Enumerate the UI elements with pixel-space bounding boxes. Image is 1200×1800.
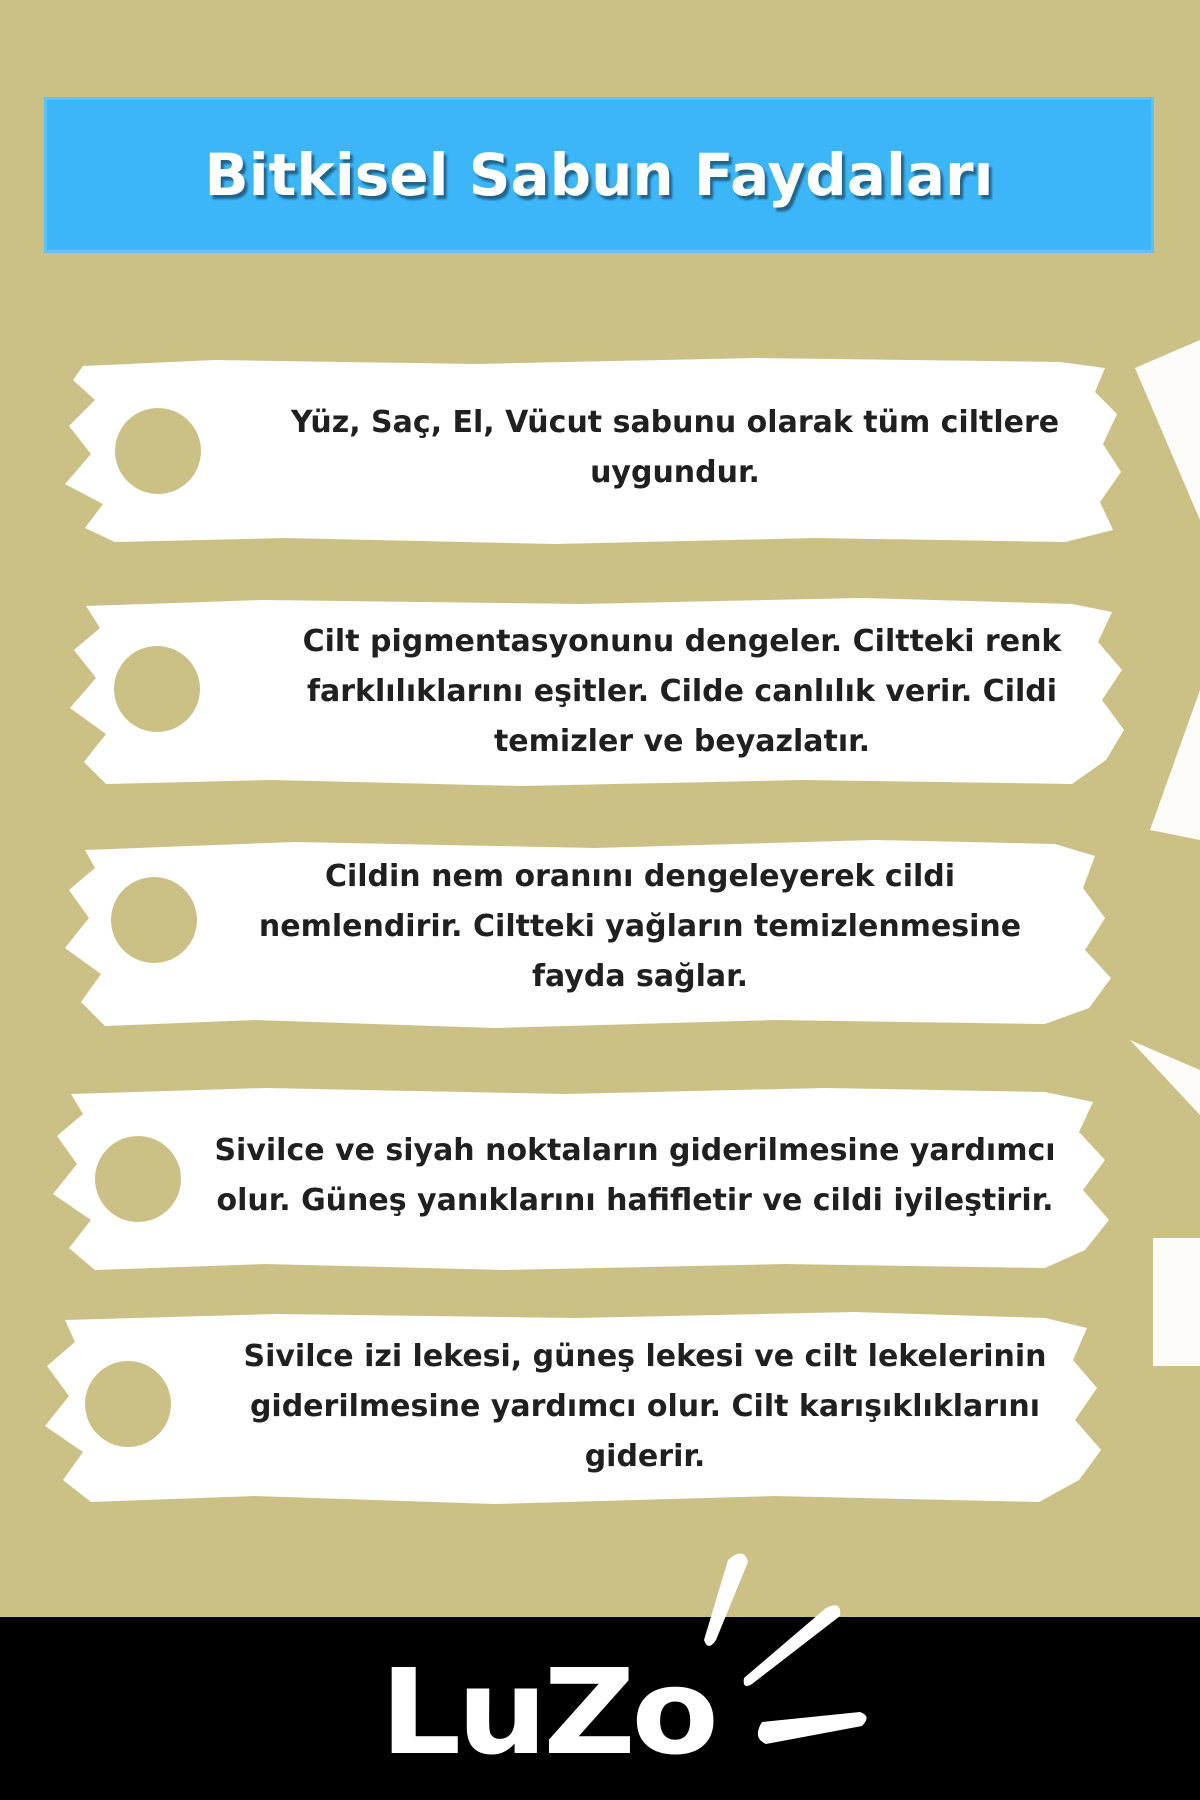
benefit-text: Cilt pigmentasyonunu dengeler. Ciltteki renk farklılıklarını eşitler. Cilde canlılık verir. Cildi temizler ve beyazlatır. bbox=[302, 624, 1062, 759]
benefit-card-4 bbox=[45, 1080, 1115, 1276]
benefit-card-2 bbox=[62, 590, 1130, 792]
bullet-circle bbox=[115, 408, 201, 494]
benefit-text: Cildin nem oranını dengeleyerek cildi nemlendirir. Ciltteki yağların temizlenmesine fayda sağlar. bbox=[258, 859, 1022, 994]
bullet-circle bbox=[85, 1361, 171, 1447]
bullet-circle bbox=[95, 1136, 181, 1222]
benefit-card-5 bbox=[35, 1304, 1115, 1510]
benefit-text: Yüz, Saç, El, Vücut sabunu olarak tüm ciltlere uygundur. bbox=[290, 405, 1060, 490]
benefit-text: Sivilce ve siyah noktaların giderilmesine yardımcı olur. Güneş yanıklarını hafifletir ve cildi iyileştirir. bbox=[214, 1133, 1056, 1218]
benefit-card-3 bbox=[55, 832, 1125, 1032]
page-title: Bitkisel Sabun Faydaları bbox=[204, 141, 994, 209]
title-banner bbox=[44, 97, 1154, 253]
bullet-circle bbox=[111, 877, 197, 963]
benefit-card-1 bbox=[55, 352, 1125, 548]
bullet-circle bbox=[114, 646, 200, 732]
brand-logo: LuZo bbox=[380, 1643, 715, 1781]
benefit-text: Sivilce izi lekesi, güneş lekesi ve cilt lekelerinin giderilmesine yardımcı olur. Cilt karışıklıklarını giderir. bbox=[243, 1339, 1047, 1474]
